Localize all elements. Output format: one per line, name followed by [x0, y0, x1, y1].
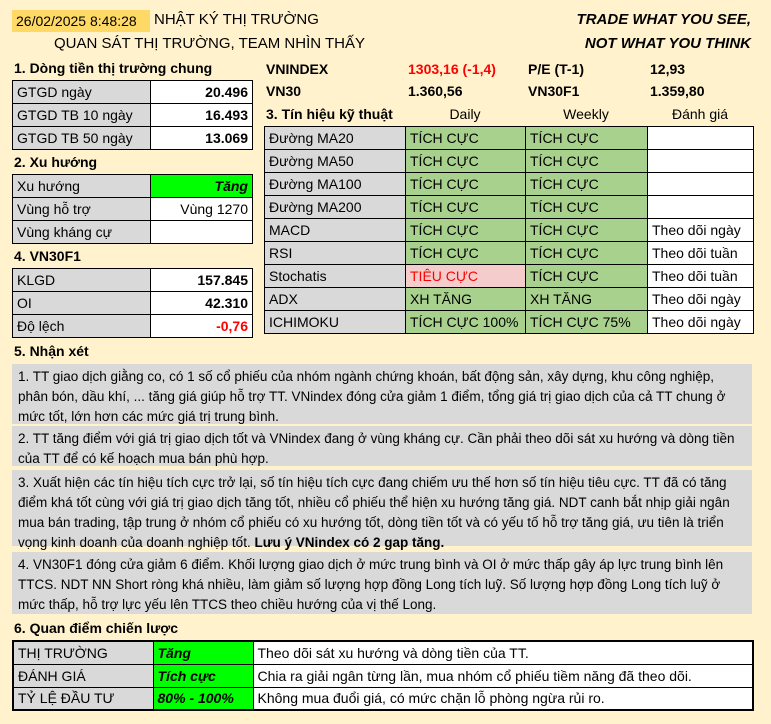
row-value: 20.496 [151, 81, 253, 104]
row-value: 42.310 [151, 292, 253, 315]
support-value: Vùng 1270 [151, 198, 253, 221]
table-row [265, 173, 754, 196]
row-value: 16.493 [151, 104, 253, 127]
report-subtitle: QUAN SÁT THỊ TRƯỜNG, TEAM NHÌN THẤY [54, 35, 365, 52]
pe-label: P/E (T-1) [528, 61, 585, 77]
strategy-value: Tăng [153, 641, 253, 664]
signal-weekly: TÍCH CỰC [526, 127, 648, 150]
table-row [13, 221, 253, 244]
row-label: Vùng hỗ trợ [13, 198, 151, 221]
signal-daily: TÍCH CỰC [406, 127, 526, 150]
signal-daily: TÍCH CỰC 100% [406, 311, 526, 334]
signal-daily: TÍCH CỰC [406, 196, 526, 219]
section-1-title: 1. Dòng tiền thị trường chung [14, 60, 213, 76]
vn30f1-label: VN30F1 [528, 83, 580, 99]
signal-daily: XH TĂNG [406, 288, 526, 311]
signal-daily: TÍCH CỰC [406, 219, 526, 242]
signal-daily: TIÊU CỰC [406, 265, 526, 288]
row-label: Vùng kháng cự [13, 221, 151, 244]
strategy-label: ĐÁNH GIÁ [13, 664, 153, 687]
comment-1: 1. TT giao dịch giằng co, có 1 số cổ phiếu của nhóm ngành chứng khoán, bất động sản, xây dựng, khu công nghiệp, phân bón, dầu khí, ... tăng giá giúp hỗ trợ TT. VNindex đóng cửa giảm 1 điểm, tổng giá trị giao dịch của cả TT chung ở mức tốt, lớn hơn các mức giá trị trung bình. [12, 364, 752, 424]
col-daily-header: Daily [449, 106, 481, 122]
signal-daily: TÍCH CỰC [406, 173, 526, 196]
signal-eval [648, 150, 754, 173]
row-value: 13.069 [151, 127, 253, 150]
trend-table [12, 174, 253, 244]
signal-name: RSI [265, 242, 406, 265]
section-5-title: 5. Nhận xét [14, 343, 89, 359]
signal-eval [648, 196, 754, 219]
table-row [265, 219, 754, 242]
strategy-label: THỊ TRƯỜNG [13, 641, 153, 664]
strategy-table [12, 640, 754, 711]
table-row [265, 196, 754, 219]
signal-name: Đường MA200 [265, 196, 406, 219]
signal-name: Đường MA50 [265, 150, 406, 173]
row-label: Xu hướng [13, 175, 151, 198]
resistance-value [151, 221, 253, 244]
signal-weekly: TÍCH CỰC [526, 242, 648, 265]
table-row [13, 292, 253, 315]
signal-weekly: TÍCH CỰC [526, 196, 648, 219]
strategy-desc: Theo dõi sát xu hướng và dòng tiền của TT. [253, 641, 753, 664]
col-eval-header: Đánh giá [671, 106, 729, 122]
signal-name: MACD [265, 219, 406, 242]
table-row [265, 265, 754, 288]
row-label: Độ lệch [13, 315, 151, 338]
comment-2: 2. TT tăng điểm với giá trị giao dịch tốt và VNindex đang ở vùng kháng cự. Cần phải theo dõi sát xu hướng và dòng tiền của TT để có kế hoạch mua bán phù hợp. [12, 426, 752, 466]
comment-4: 4. VN30F1 đóng cửa giảm 6 điểm. Khối lượng giao dịch ở mức trung bình và OI ở mức thấp gây áp lực trung bình lên TTCS. NDT NN Short ròng khá nhiều, làm giảm số lượng hợp đồng Long tích luỹ. Số lượng hợp đồng Long tích luỹ ở mức thấp, hỗ trợ lực yếu lên TTCS theo chiều hướng của vị thế Long. [12, 552, 752, 614]
signal-weekly: TÍCH CỰC [526, 265, 648, 288]
table-row [265, 242, 754, 265]
table-row [13, 175, 253, 198]
table-row [13, 104, 253, 127]
report-datetime: 26/02/2025 8:48:28 [12, 10, 150, 32]
vn30f1-value: 1.359,80 [650, 83, 705, 99]
signal-eval: Theo dõi tuần [648, 242, 754, 265]
signal-daily: TÍCH CỰC [406, 150, 526, 173]
slogan-line-1: TRADE WHAT YOU SEE, [576, 11, 751, 28]
signal-eval [648, 127, 754, 150]
strategy-desc: Không mua đuổi giá, có mức chặn lỗ phòng ngừa rủi ro. [253, 687, 753, 710]
signal-weekly: XH TĂNG [526, 288, 648, 311]
signal-eval [648, 173, 754, 196]
signal-weekly: TÍCH CỰC [526, 150, 648, 173]
strategy-value: Tích cực [153, 664, 253, 687]
row-label: GTGD TB 10 ngày [13, 104, 151, 127]
vnindex-label: VNINDEX [266, 61, 329, 77]
signal-weekly: TÍCH CỰC 75% [526, 311, 648, 334]
signal-name: Đường MA100 [265, 173, 406, 196]
comment-3 [12, 470, 752, 550]
table-row [13, 127, 253, 150]
comment-3-text: 3. Xuất hiện các tín hiệu tích cực trở lại, số tín hiệu tích cực đang chiếm ưu thế hơn số tín hiệu tiêu cực. TT đã có tăng điểm khá tốt cùng với giá trị giao dịch tăng tốt, nhiều cổ phiếu thể hiện xu hướng tăng giá. NDT canh bắt nhịp giải ngân mua bán trading, tập trung ở nhóm cổ phiếu có xu hướng tốt, dòng tiền tốt và có yếu tố hỗ trợ tăng giá, ưu tiên là triển vọng kinh doanh của doanh nghiệp tốt. [18, 475, 730, 550]
market-cashflow-table [12, 80, 253, 150]
signal-name: Stochatis [265, 265, 406, 288]
signal-eval: Theo dõi ngày [648, 311, 754, 334]
signal-name: Đường MA20 [265, 127, 406, 150]
table-row [13, 664, 753, 687]
vn30f1-table [12, 268, 253, 338]
table-row [265, 150, 754, 173]
row-value: 157.845 [151, 269, 253, 292]
signal-weekly: TÍCH CỰC [526, 173, 648, 196]
table-row [13, 198, 253, 221]
row-value: -0,76 [151, 315, 253, 338]
comment-3-highlight: Lưu ý VNindex có 2 gap tăng. [254, 535, 445, 550]
section-4-title: 4. VN30F1 [14, 248, 81, 264]
table-row [265, 127, 754, 150]
signal-daily: TÍCH CỰC [406, 242, 526, 265]
table-row [13, 315, 253, 338]
strategy-value: 80% - 100% [153, 687, 253, 710]
signal-name: ICHIMOKU [265, 311, 406, 334]
signal-eval: Theo dõi ngày [648, 219, 754, 242]
table-row [13, 81, 253, 104]
table-row [13, 641, 753, 664]
row-label: KLGD [13, 269, 151, 292]
table-row [265, 288, 754, 311]
strategy-label: TỶ LỆ ĐẦU TƯ [13, 687, 153, 710]
signal-eval: Theo dõi tuần [648, 265, 754, 288]
technical-signals-table [264, 126, 754, 334]
trend-value: Tăng [151, 175, 253, 198]
vn30-value: 1.360,56 [408, 83, 463, 99]
col-weekly-header: Weekly [563, 106, 609, 122]
table-row [13, 687, 753, 710]
row-label: GTGD TB 50 ngày [13, 127, 151, 150]
row-label: OI [13, 292, 151, 315]
section-6-title: 6. Quan điểm chiến lược [14, 620, 179, 636]
vn30-label: VN30 [266, 83, 302, 99]
table-row [13, 269, 253, 292]
row-label: GTGD ngày [13, 81, 151, 104]
strategy-desc: Chia ra giải ngân từng lần, mua nhóm cổ phiếu tiềm năng đã theo dõi. [253, 664, 753, 687]
signal-weekly: TÍCH CỰC [526, 219, 648, 242]
slogan-line-2: NOT WHAT YOU THINK [584, 35, 751, 52]
table-row [265, 311, 754, 334]
report-title: NHẬT KÝ THỊ TRƯỜNG [154, 11, 319, 28]
section-2-title: 2. Xu hướng [14, 154, 98, 170]
signal-eval: Theo dõi ngày [648, 288, 754, 311]
signal-name: ADX [265, 288, 406, 311]
section-3-title: 3. Tín hiệu kỹ thuật [266, 106, 393, 122]
pe-value: 12,93 [650, 61, 686, 77]
vnindex-value: 1303,16 (-1,4) [408, 61, 496, 77]
